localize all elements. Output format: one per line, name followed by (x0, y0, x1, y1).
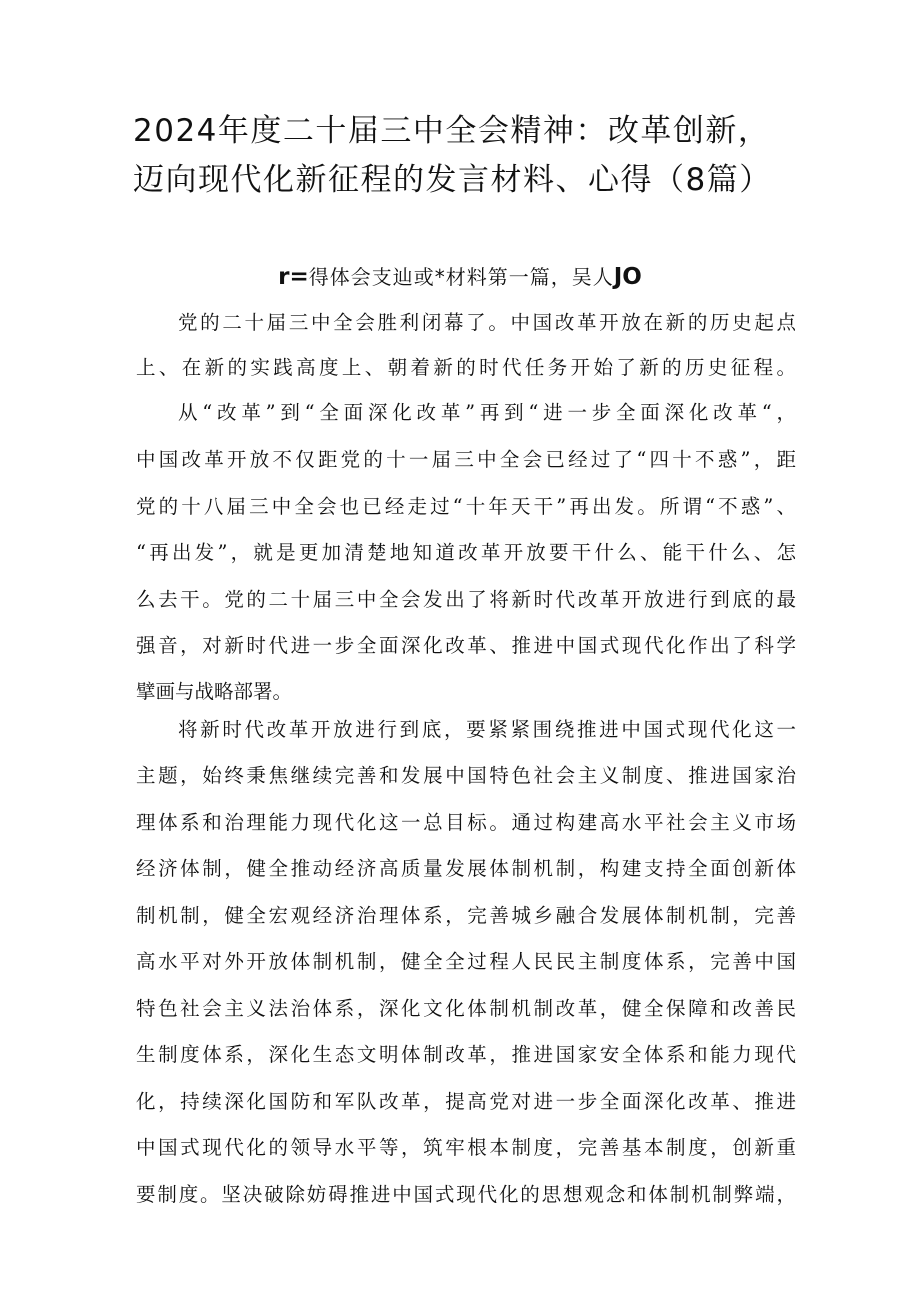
body-line: 化，持续深化国防和军队改革，提高党对进一步全面深化改革、推进 (136, 1090, 796, 1113)
body-line: 党的二十届三中全会胜利闭幕了。中国改革开放在新的历史起点 (178, 311, 796, 334)
body-line: 党的十八届三中全会也已经走过“十年天干”再出发。所谓“不惑”、 (136, 495, 796, 518)
body-line: 中国式现代化的领导水平等，筑牢根本制度，完善基本制度，创新重 (136, 1136, 796, 1159)
section-subheading (0, 263, 920, 291)
body-line: 理体系和治理能力现代化这一总目标。通过构建高水平社会主义市场 (136, 811, 796, 834)
body-line: 中国改革开放不仅距党的十一届三中全会已经过了“四十不惑”，距 (136, 448, 796, 471)
document-title-line-2: 迈向现代化新征程的发言材料、心得（8篇） (133, 162, 772, 198)
body-line: 高水平对外开放体制机制，健全全过程人民民主制度体系，完善中国 (136, 950, 796, 973)
subheading-text: 得体会支辿或*材料第一篇，吴人 (308, 265, 614, 289)
body-line: 生制度体系，深化生态文明体制改革，推进国家安全体系和能力现代 (136, 1043, 796, 1066)
body-line: 主题，始终秉焦继续完善和发展中国特色社会主义制度、推进国家治 (136, 764, 796, 787)
body-line: 擘画与战略部署。 (136, 680, 293, 703)
body-line: 制机制，健全宏观经济治理体系，完善城乡融合发展体制机制，完善 (136, 904, 796, 927)
body-line: 强音，对新时代进一步全面深化改革、推进中国式现代化作出了科学 (136, 634, 796, 657)
body-line: 从“改革”到“全面深化改革”再到“进一步全面深化改革“， (178, 401, 796, 424)
body-line: 经济体制，健全推动经济高质量发展体制机制，构建支持全面创新体 (136, 857, 796, 880)
body-line: 特色社会主义法治体系，深化文化体制机制改革，健全保障和改善民 (136, 997, 796, 1020)
subheading-suffix: JO (613, 264, 642, 290)
body-line: 将新时代改革开放进行到底，要紧紧围绕推进中国式现代化这一 (178, 718, 796, 741)
body-line: 么去干。党的二十届三中全会发出了将新时代改革开放进行到底的最 (136, 588, 796, 611)
body-line: 上、在新的实践高度上、朝着新的时代任务开始了新的历史征程。 (136, 356, 796, 379)
body-line: 要制度。坚决破除妨碍推进中国式现代化的思想观念和体制机制弊端， (136, 1183, 796, 1206)
body-line: “再出发”，就是更加清楚地知道改革开放要干什么、能干什么、怎 (136, 541, 796, 564)
document-title-line-1: 2024年度二十届三中全会精神：改革创新， (133, 113, 771, 149)
subheading-prefix: r= (278, 264, 309, 290)
